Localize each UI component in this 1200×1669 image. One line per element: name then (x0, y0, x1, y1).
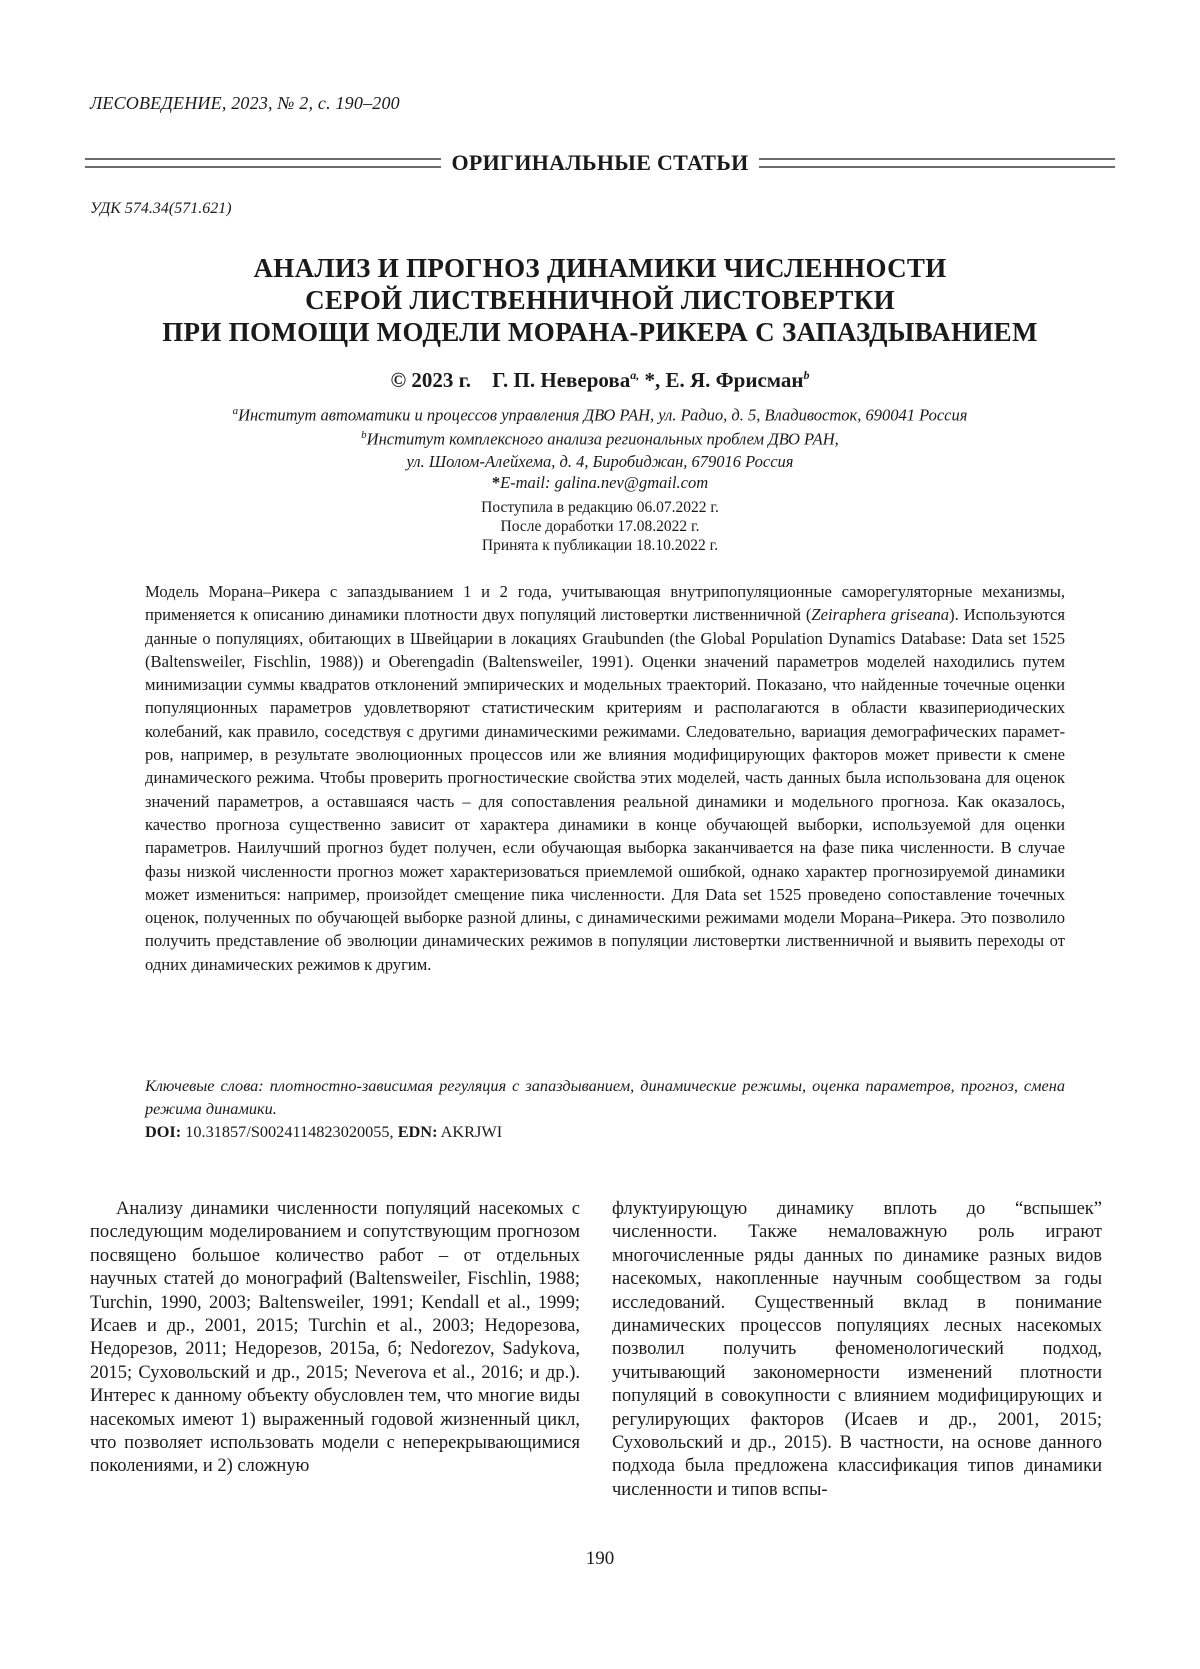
affiliation-a (90, 400, 1110, 427)
section-title: ОРИГИНАЛЬНЫЕ СТАТЬИ (451, 150, 749, 175)
body-paragraph: Анализу динамики численности популяций насекомых с последующим моделированием и сопутствующим прогнозом посвящено большое количество работ – от отдельных научных статей до монографий (Baltensweiler, Fischlin, 1988; Turchin, 1990, 2003; Baltensweiler, 1991; Kendall et al., 1999; Исаев и др., 2001, 2015; Turchin et al., 2003; Недорезова, Недорезов, 2011; Недорезов, 2015а, б; Nedorezov, Sadykova, 2015; Суховольский и др., 2015; Neverova et al., 2016; и др.). Интерес к данному объекту обусловлен тем, что многие виды насекомых имеют 1) выраженный годовой жизненный цикл, что позволяет использовать модели с неперекрывающимися поколениями, и 2) сложную (90, 1199, 580, 1477)
email-line (90, 472, 1110, 494)
title-line: ПРИ ПОМОЩИ МОДЕЛИ МОРАНА-РИКЕРА С ЗАПАЗДЫВАНИЕМ (162, 317, 1038, 347)
affiliation-b (90, 424, 1110, 473)
article-title (90, 252, 1110, 348)
affil-text: Институт автоматики и процессов управления ДВО РАН, ул. Радио, д. 5, Владивосток, 690041 Россия (238, 405, 968, 425)
author-affil-mark: a, (630, 368, 640, 382)
edn-label: EDN: (397, 1122, 438, 1141)
doi-value[interactable]: 10.31857/S0024114823020055, (181, 1122, 398, 1141)
doi-label: DOI: (145, 1122, 182, 1141)
affil-text: Институт комплексного анализа региональных проблем ДВО РАН, (366, 429, 839, 449)
identifiers (145, 1122, 502, 1142)
affil-mark: b (361, 429, 367, 441)
date-received: Поступила в редакцию 06.07.2022 г. (481, 499, 719, 516)
copyright: © 2023 г. (390, 368, 472, 392)
edn-value: AKRJWI (437, 1122, 503, 1141)
abstract (145, 580, 1065, 976)
author-affil-mark: b (803, 368, 810, 382)
email-mark: * (491, 473, 501, 492)
body-paragraph: флуктуирующую динамику вплоть до “вспышек” численности. Также немаловажную роль играют многочисленные ряды данных по динамике разных видов насекомых, накопленные научным сообществом за годы исследований. Существенный вклад в понимание динамических процессов популяциях лесных насекомых позволил получить феноменологический подход, учитывающий закономерности изменений плотности популяций в совокупности с влиянием модифицирующих и регулирующих факторов (Исаев и др., 2001, 2015; Суховольский и др., 2015). В частности, на основе данного подхода была предложена классификация типов динамики численности и типов вспы- (612, 1199, 1102, 1500)
title-line: АНАЛИЗ И ПРОГНОЗ ДИНАМИКИ ЧИСЛЕННОСТИ (253, 253, 947, 283)
date-accepted: Принята к публикации 18.10.2022 г. (481, 537, 719, 554)
corresponding-mark: *, (639, 368, 661, 392)
abstract-text: Модель Морана–Рикера с запаздыванием 1 и 2 года, учитывающая внутрипопуляционные саморегуляторные механизмы, применяется к описанию динамики плотности двух популяций листовертки лиственничной ( (145, 582, 1065, 625)
date-revised: После доработки 17.08.2022 г. (500, 518, 700, 535)
journal-citation: ЛЕСОВЕДЕНИЕ, 2023, № 2, с. 190–200 (90, 93, 400, 113)
double-rule-right (759, 158, 1115, 168)
body-column-right (612, 1198, 1102, 1502)
title-line: СЕРОЙ ЛИСТВЕННИЧНОЙ ЛИСТОВЕРТКИ (305, 285, 895, 315)
affil-mark: a (232, 405, 239, 417)
body-column-left (90, 1198, 580, 1479)
keywords: Ключевые слова: плотностно-зависимая регуляция с запаздыванием, динамические режимы, оценка параметров, прогноз, смена режима динамики. (145, 1076, 1065, 1118)
publication-dates (90, 498, 1110, 555)
udk-code: УДК 574.34(571.621) (90, 200, 232, 217)
species-name: Zeiraphera griseana (811, 605, 950, 625)
affil-text-line2: ул. Шолом-Алейхема, д. 4, Биробиджан, 679016 Россия (406, 451, 794, 471)
email-link[interactable]: E-mail: galina.nev@gmail.com (500, 473, 709, 492)
page-number: 190 (585, 1548, 615, 1569)
abstract-text: ). Используются данные о популяциях, обитающих в Швейцарии в локациях Graubunden (the Global Population Dynamics Database: Data set 1525 (Baltensweiler, Fischlin, 1988)) и Oberengadin (Baltensweiler, 1991). Оценки значений параметров моделей находились путем минимизации суммы квадратов отклонений эмпирических и модельных траекторий. Показано, что найденные точечные оценки популяционных параметров удовлетворяют статистическим критериям и располагаются в области квазипериодических колебаний, как правило, соседствуя с другими динамическими режимами. Следовательно, вариация демографических параметров, например, в результате эволюционных процессов или же влияния модифицирующих факторов может привести к смене динамического режима. Чтобы проверить прогностические свойства этих моделей, часть данных была использована для оценок значений параметров, а оставшаяся часть – для сопоставления реальной динамики и модельного прогноза. Как оказалось, качество прогноза существенно зависит от характера динамики в конце обучающей выборки, используемой для оценки параметров. Наилучший прогноз будет получен, если обучающая выборка заканчивается на фазе пика численности. В случае фазы низкой численности прогноз может характеризоваться приемлемой ошибкой, однако характер прогнозируемой динамики может измениться: например, произойдет смещение пика численности. Для Data set 1525 проведено сопоставление точечных оценок, полученных по обучающей выборке разной длины, с динамическими режимами модели Морана–Рикера. Это позволило получить представление об эволюции динамических режимов в популяции листовертки лиственничной и выявить переходы от одних динамических режимов к другим. (145, 605, 1065, 974)
section-heading (85, 148, 1115, 178)
double-rule-left (85, 158, 441, 168)
author-name: Г. П. Неверова (492, 368, 631, 392)
author-name: Е. Я. Фрисман (665, 368, 804, 392)
authors-line (90, 368, 1110, 393)
